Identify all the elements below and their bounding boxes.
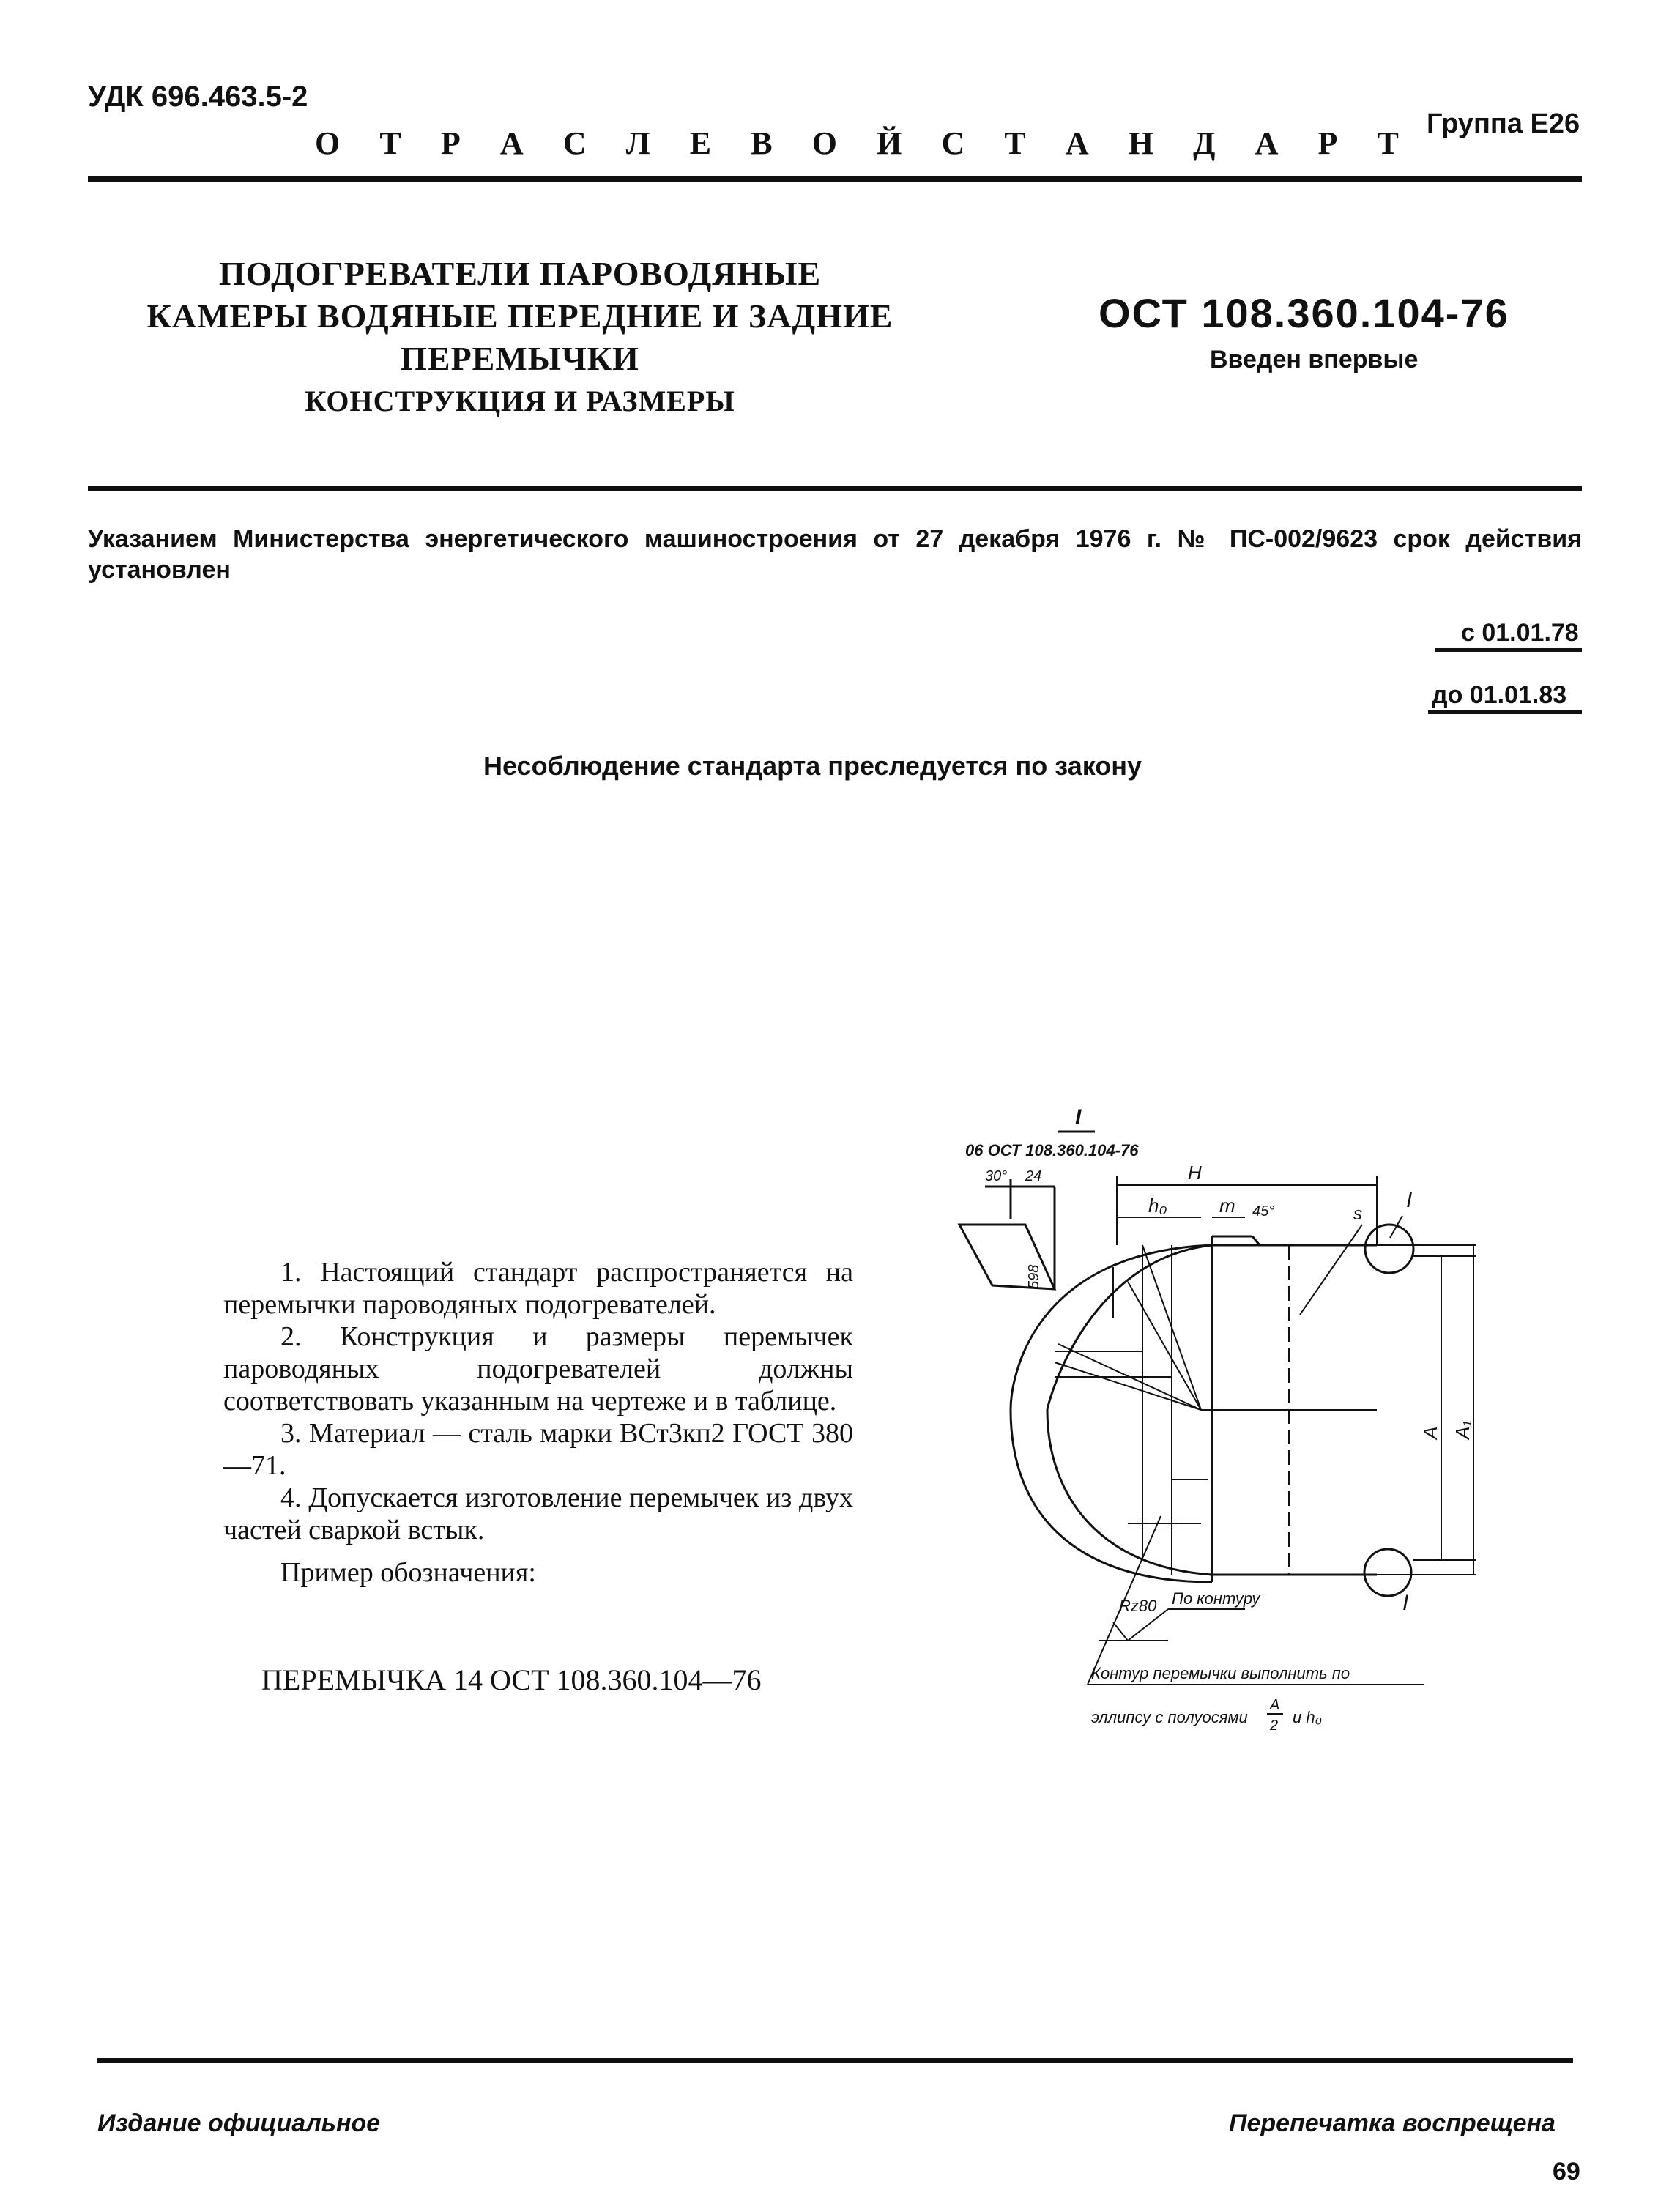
ellipse-fraction-num: A	[1270, 1697, 1280, 1713]
title-rule	[88, 486, 1582, 491]
clause-3: 3. Материал — сталь марки ВСт3кп2 ГОСТ 380—71.	[223, 1418, 853, 1481]
title-line-2: КАМЕРЫ ВОДЯНЫЕ ПЕРЕДНИЕ И ЗАДНИЕ	[146, 297, 893, 335]
page-number: 69	[1553, 2158, 1580, 2186]
banner-letter: Д	[1193, 125, 1216, 161]
ellipse-note-line-1: Контур перемычки выполнить по	[1091, 1664, 1350, 1682]
contour-note: По контуру	[1172, 1589, 1260, 1608]
reprint-note: Перепечатка воспрещена	[1229, 2109, 1556, 2137]
dim-598-label: 598	[1026, 1264, 1042, 1289]
banner-letter: Т	[379, 125, 401, 161]
banner-letter: А	[1255, 125, 1279, 161]
group-code: Группа Е26	[1427, 108, 1580, 139]
example-designation: ПЕРЕМЫЧКА 14 ОСТ 108.360.104—76	[261, 1663, 762, 1696]
legal-warning: Несоблюдение стандарта преследуется по закону	[483, 751, 1142, 781]
banner-letter: С	[941, 125, 965, 161]
body-text	[223, 1256, 853, 1589]
title-line-3: ПЕРЕМЫЧКИ	[401, 340, 639, 377]
banner-letter: А	[499, 125, 524, 161]
dim-h0-label: h₀	[1148, 1195, 1167, 1217]
dim-45-label: 45°	[1252, 1203, 1275, 1219]
clause-2: 2. Конструкция и размеры перемычек пароводяных подогревателей должны соответствовать указанным на чертеже и в таблице.	[223, 1321, 853, 1417]
banner-letter: Л	[625, 125, 650, 161]
header-rule	[88, 176, 1582, 182]
dim-A-label: A	[1419, 1426, 1441, 1439]
ellipse-and-h0: и h₀	[1293, 1708, 1322, 1726]
banner-letter: О	[315, 125, 341, 161]
jumper-drawing	[952, 1099, 1509, 1758]
ellipse-note-line-2: эллипсу с полуосями	[1091, 1708, 1248, 1726]
title-line-4: КОНСТРУКЦИЯ И РАЗМЕРЫ	[305, 385, 735, 417]
udk-code: УДК 696.463.5-2	[88, 81, 308, 113]
detail-ref-bottom: I	[1402, 1591, 1409, 1615]
banner-letter: Е	[689, 125, 712, 161]
banner-letter: Й	[877, 125, 902, 161]
valid-from-underline	[1435, 648, 1582, 652]
valid-to-underline	[1428, 710, 1582, 714]
introduced-note: Введен впервые	[1210, 346, 1419, 374]
clause-1: 1. Настоящий стандарт распространяется на перемычки пароводяных подогревателей.	[223, 1257, 853, 1320]
banner-letter: А	[1065, 125, 1089, 161]
example-label: Пример обозначения:	[280, 1557, 536, 1588]
valid-from: с 01.01.78	[1461, 619, 1579, 647]
document-title	[117, 253, 923, 423]
banner-letter: Н	[1128, 125, 1154, 161]
banner-letter: О	[811, 125, 837, 161]
roughness-label: Rz80	[1119, 1597, 1157, 1615]
dim-s-label: s	[1353, 1204, 1362, 1224]
banner-letter: Т	[1004, 125, 1026, 161]
banner-letter: В	[751, 125, 773, 161]
banner-letter: С	[562, 125, 587, 161]
banner-letter: Р	[440, 125, 461, 161]
detail-ref-label: I	[1075, 1105, 1082, 1129]
banner-letter: Т	[1377, 125, 1399, 161]
valid-to: до 01.01.83	[1432, 681, 1567, 709]
directive-text: Указанием Министерства энергетического машиностроения от 27 декабря 1976 г. № ПС-002/9623 срок действия установлен	[88, 525, 1582, 584]
dim-A1-label: A₁	[1452, 1420, 1473, 1439]
standard-number: ОСТ 108.360.104-76	[1099, 290, 1509, 336]
angle-label: 30°	[985, 1168, 1008, 1184]
dim-24-label: 24	[1025, 1168, 1042, 1184]
dim-H-label: H	[1188, 1162, 1202, 1184]
banner-letter: Р	[1317, 125, 1338, 161]
footer-rule	[97, 2058, 1573, 2063]
detail-ref-top: I	[1406, 1188, 1413, 1212]
standard-banner	[315, 125, 1399, 162]
dim-m-label: m	[1219, 1195, 1235, 1217]
ellipse-fraction-den: 2	[1270, 1718, 1279, 1734]
edition-note: Издание официальное	[97, 2109, 381, 2137]
title-line-1: ПОДОГРЕВАТЕЛИ ПАРОВОДЯНЫЕ	[218, 255, 822, 292]
detail-caption: 06 ОСТ 108.360.104-76	[965, 1141, 1139, 1159]
clause-4: 4. Допускается изготовление перемычек из двух частей сваркой встык.	[223, 1482, 853, 1545]
